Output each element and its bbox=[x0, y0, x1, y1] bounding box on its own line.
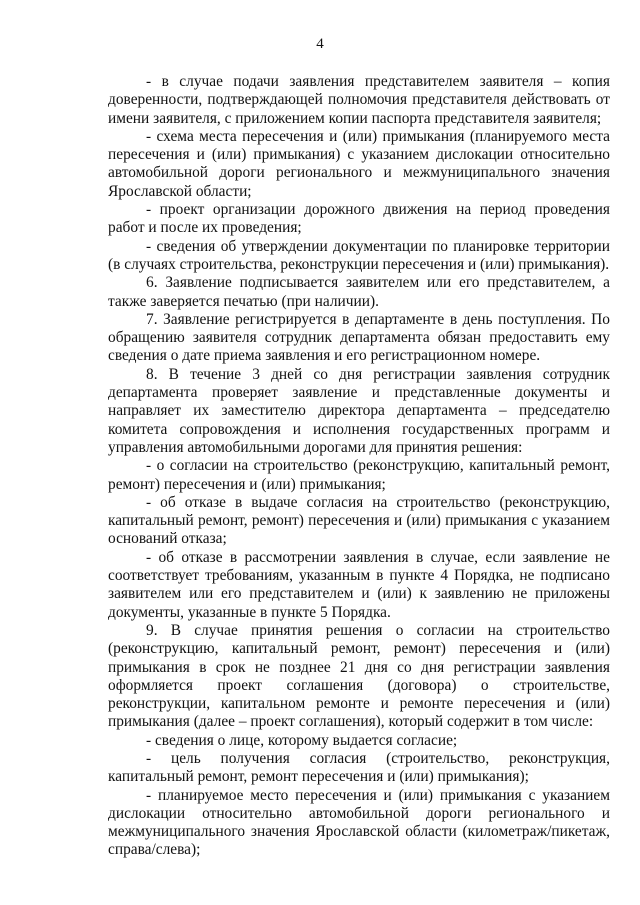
paragraph-item-8: 8. В течение 3 дней со дня регистрации заявления сотрудник департамента проверяет заявление и представленные документы и направляет их заместителю директора департамента – председателю комитета сопровождения и исполнения государственных программ и управления автомобильными дорогами для принятия решения: bbox=[108, 365, 610, 456]
paragraph-item-9: 9. В случае принятия решения о согласии на строительство (реконструкцию, капитальный ремонт, ремонт) пересечения и (или) примыкания в срок не позднее 21 дня со дня регистрации заявления оформляется проект соглашения (договора) о строительстве, реконструкции, капитальном ремонте и ремонте пересечения и (или) примыкания (далее – проект соглашения), который содержит в том числе: bbox=[108, 621, 610, 731]
paragraph-item-6: 6. Заявление подписывается заявителем или его представителем, а также заверяется печатью (при наличии). bbox=[108, 274, 610, 310]
paragraph-consent: - о согласии на строительство (реконструкцию, капитальный ремонт, ремонт) пересечения и (или) примыкания; bbox=[108, 457, 610, 493]
paragraph-refusal: - об отказе в выдаче согласия на строительство (реконструкцию, капитальный ремонт, ремонт) пересечения и (или) примыкания с указанием оснований отказа; bbox=[108, 493, 610, 548]
paragraph-person-info: - сведения о лице, которому выдается согласие; bbox=[146, 731, 458, 749]
paragraph-planning-docs: - сведения об утверждении документации по планировке территории (в случаях строительства, реконструкции пересечения и (или) примыкания). bbox=[108, 237, 610, 273]
paragraph-purpose: - цель получения согласия (строительство, реконструкция, капитальный ремонт, ремонт пересечения и (или) примыкания); bbox=[108, 749, 610, 786]
page-number: 4 bbox=[316, 36, 324, 52]
paragraph-refusal-to-consider: - об отказе в рассмотрении заявления в случае, если заявление не соответствует требованиям, указанным в пункте 4 Порядка, не подписано заявителем или его представителем и (или) к заявлению не приложены документы, указанные в пункте 5 Порядка. bbox=[108, 548, 610, 621]
paragraph-traffic-project: - проект организации дорожного движения на период проведения работ и после их проведения; bbox=[108, 201, 610, 237]
document-body bbox=[108, 73, 610, 860]
paragraph-intersection-scheme: - схема места пересечения и (или) примыкания (планируемого места пересечения и (или) примыкания) с указанием дислокации относительно автомобильной дороги регионального и межмуниципального значения Ярославской области; bbox=[108, 127, 610, 200]
paragraph-poa-copy: - в случае подачи заявления представителем заявителя – копия доверенности, подтверждающей полномочия представителя действовать от имени заявителя, с приложением копии паспорта представителя заявителя; bbox=[108, 73, 610, 127]
paragraph-planned-location: - планируемое место пересечения и (или) примыкания с указанием дислокации относительно автомобильной дороги регионального и межмуниципального значения Ярославской области (километраж/пикетаж, справа/слева); bbox=[108, 786, 610, 859]
paragraph-item-7: 7. Заявление регистрируется в департаменте в день поступления. По обращению заявителя сотрудник департамента обязан предоставить ему сведения о дате приема заявления и его регистрационном номере. bbox=[108, 310, 610, 365]
